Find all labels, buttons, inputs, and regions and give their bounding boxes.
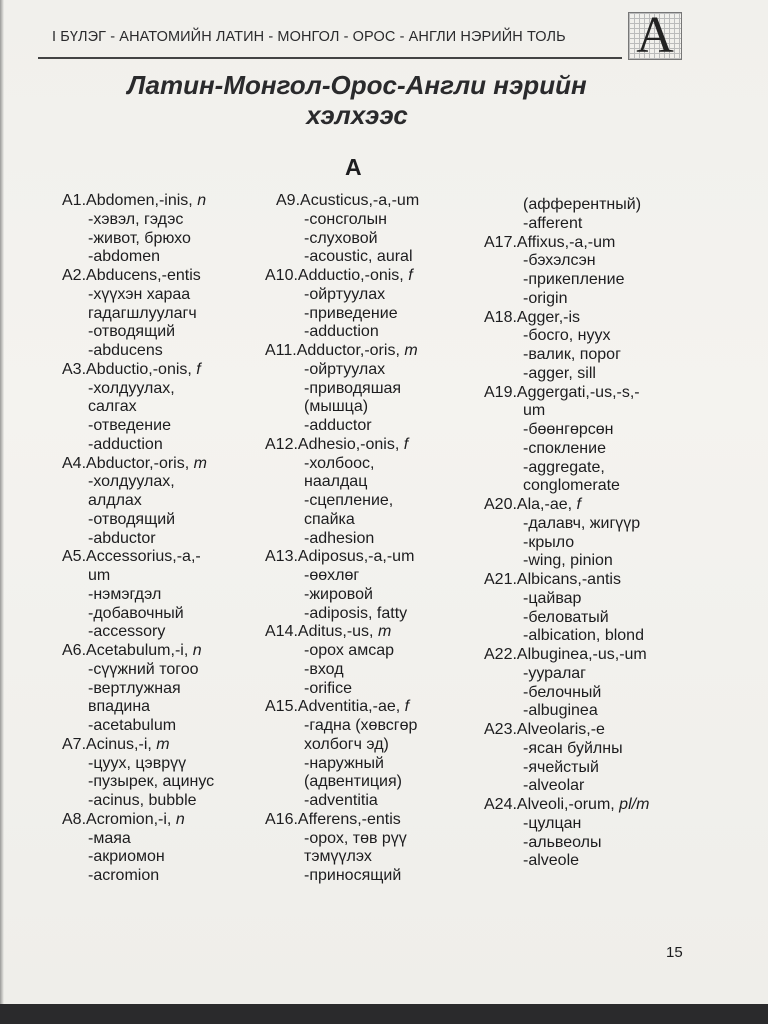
entry-translation: -наружный	[304, 754, 384, 772]
entries-column-1	[62, 192, 214, 886]
page-title-line-2: хэлхээс	[306, 100, 408, 130]
gender-label: m	[377, 623, 392, 641]
gender-label: n	[175, 810, 185, 828]
headword-text: A18.Agger,-is	[484, 308, 581, 326]
entry-translation: -albuginea	[523, 702, 598, 720]
headword-text: A22.Albuginea,-us,-um	[484, 646, 647, 663]
entry-translation: -ойртуулах	[304, 360, 386, 378]
entry-headword	[62, 642, 214, 661]
entry-headword	[484, 646, 649, 665]
entry-translation: -крыло	[523, 533, 575, 551]
entry-translation: -agger, sill	[523, 364, 596, 382]
headword-text: A17.Affixus,-a,-um	[484, 233, 616, 251]
entry-headword	[484, 571, 649, 590]
chapter-letter-logo: A	[628, 12, 682, 60]
entry-translation: -origin	[523, 289, 568, 307]
entry-translation: наалдац	[304, 473, 368, 491]
headword-text: A13.Adiposus,-a,-um	[265, 548, 415, 566]
entry-translation: -далавч, жигүүр	[523, 514, 641, 532]
entry-translation: холбогч эд)	[304, 735, 389, 753]
entry-translation: тэмүүлэх	[304, 848, 372, 866]
entry-translation: -wing, pinion	[523, 552, 613, 570]
entry-translation: -abductor	[88, 529, 156, 547]
headword-text: A6.Acetabulum,-i,	[62, 642, 193, 659]
entry-headword	[265, 192, 419, 211]
entry-translation: -альвеолы	[523, 833, 602, 851]
headword-text: A7.Acinus,-i,	[62, 735, 157, 753]
section-letter: A	[345, 154, 362, 180]
entry-translation: -хүүхэн хараа	[88, 285, 191, 303]
entry-headword	[265, 548, 419, 567]
entry-translation: -ячейстый	[523, 758, 599, 776]
entry-translation: -гадна (хөвсгөр	[304, 717, 418, 734]
entry-translation: -холбоос,	[304, 454, 375, 472]
entry-translation: -abdomen	[88, 248, 161, 266]
headword-text: A8.Acromion,-i,	[62, 810, 176, 828]
entry-translation: -вход	[304, 660, 344, 678]
entry-translation: -приносящий	[304, 867, 402, 884]
entry-translation: -adiposis, fatty	[304, 604, 408, 622]
entry-headword	[265, 811, 419, 830]
headword-text: A16.Afferens,-entis	[265, 810, 401, 828]
header-rule	[38, 57, 622, 59]
entry-headword	[484, 496, 649, 515]
entry-translation: -живот, брюхо	[88, 229, 191, 247]
entry-headword	[62, 267, 214, 286]
entry-translation: впадина	[88, 698, 151, 716]
headword-text: A15.Adventitia,-ae,	[265, 698, 405, 716]
page-bottom-shadow	[0, 1004, 768, 1024]
headword-text: A4.Abductor,-oris,	[62, 454, 194, 472]
headword-text: A21.Albicans,-antis	[484, 571, 621, 588]
entry-headword	[62, 192, 214, 211]
entry-translation: -беловатый	[523, 608, 609, 626]
entry-translation: -orifice	[304, 679, 353, 697]
entry-translation: -акриомон	[88, 848, 165, 866]
entry-translation: -adventitia	[304, 792, 378, 809]
headword-text: A11.Adductor,-oris,	[265, 342, 405, 359]
entry-translation: -adductor	[304, 417, 372, 434]
entry-translation: -alveolar	[523, 777, 585, 795]
entry-translation: -acetabulum	[88, 717, 177, 734]
headword-text: A9.Acusticus,-a,-um	[276, 192, 420, 209]
headword-text: A14.Aditus,-us,	[265, 623, 378, 641]
headword-text: A20.Ala,-ae,	[484, 496, 577, 513]
entry-translation: -acinus, bubble	[88, 792, 197, 809]
entry-translation: -сцепление,	[304, 492, 394, 509]
entry-headword	[484, 384, 649, 403]
entry-translation: -пузырек, ацинус	[88, 773, 215, 791]
gender-label: f	[408, 267, 413, 284]
entry-headword	[265, 698, 419, 717]
entry-translation: -бөөнгөрсөн	[523, 421, 614, 438]
page-edge-shadow	[0, 0, 4, 1004]
entry-headword	[62, 361, 214, 380]
entry-translation: -нэмэгдэл	[88, 585, 162, 603]
gender-label: f	[196, 360, 201, 378]
headword-text: A5.Accessorius,-a,-	[62, 548, 201, 566]
page-title-line-1: Латин-Монгол-Орос-Англи нэрийн	[127, 70, 587, 100]
entry-translation: -ойртуулах	[304, 285, 386, 303]
gender-label: pl/m	[619, 796, 650, 813]
entry-translation: -холдуулах,	[88, 473, 175, 491]
entry-translation: -цулцан	[523, 814, 582, 832]
entry-translation: -сонсголын	[304, 210, 387, 228]
gender-label: f	[403, 435, 409, 453]
entry-headword	[265, 436, 419, 455]
entry-translation: (адвентиция)	[304, 773, 402, 791]
gender-label: n	[197, 192, 207, 209]
entry-translation: гадагшлуулагч	[88, 304, 197, 322]
entry-translation: (мышца)	[304, 398, 369, 416]
entry-translation: -холдуулах,	[88, 379, 175, 397]
entry-translation: -abducens	[88, 342, 163, 359]
headword-text: A1.Abdomen,-inis,	[62, 192, 198, 209]
entry-translation: -aggregate,	[523, 458, 605, 476]
entry-translation: -ууралаг	[523, 664, 587, 682]
entry-translation: -добавочный	[88, 604, 184, 622]
headword-text: A10.Adductio,-onis,	[265, 267, 409, 284]
entry-translation: conglomerate	[523, 477, 620, 495]
entry-translation: -adduction	[304, 323, 379, 341]
entry-translation: -сүүжний тогоо	[88, 660, 199, 678]
headword-text: A24.Alveoli,-orum,	[484, 796, 620, 813]
entry-translation: -босго, нуух	[523, 327, 611, 345]
entry-translation: алдлах	[88, 492, 142, 509]
entry-translation: -хэвэл, гэдэс	[88, 210, 184, 228]
running-header: I БҮЛЭГ - АНАТОМИЙН ЛАТИН - МОНГОЛ - ОРОС - АНГЛИ НЭРИЙН ТОЛЬ	[52, 29, 566, 45]
entry-translation: -adduction	[88, 435, 163, 453]
entry-translation: -ясан буйлны	[523, 739, 623, 757]
entry-translation: um	[88, 567, 111, 584]
gender-label: m	[193, 454, 207, 472]
entry-translation: -acoustic, aural	[304, 248, 413, 266]
entry-headword	[484, 234, 649, 253]
entry-translation: (афферентный)	[523, 196, 642, 213]
headword-text: A2.Abducens,-entis	[62, 267, 201, 284]
entries-column-3	[484, 196, 649, 871]
entry-translation: -орох амсар	[304, 642, 394, 659]
entry-translation: -alveole	[523, 852, 580, 870]
entry-translation: -albication, blond	[523, 627, 644, 645]
entry-headword	[484, 309, 649, 328]
entry-translation: салгах	[88, 398, 137, 416]
entry-headword	[62, 548, 214, 567]
entry-headword	[265, 267, 419, 286]
entry-headword	[62, 736, 214, 755]
entry-translation: спайка	[304, 510, 355, 528]
entry-translation: -accessory	[88, 623, 166, 641]
entry-translation: -бэхэлсэн	[523, 252, 596, 270]
entries-column-2	[265, 192, 419, 886]
entry-translation: -adhesion	[304, 529, 375, 547]
entry-translation: -белочный	[523, 683, 602, 701]
entry-translation: -маяа	[88, 829, 131, 847]
headword-text: A23.Alveolaris,-e	[484, 721, 605, 738]
entry-translation: -отводящий	[88, 323, 176, 341]
gender-label: m	[156, 735, 170, 753]
entry-translation: -приводяшая	[304, 379, 402, 397]
gender-label: m	[404, 342, 418, 359]
entry-translation: -орох, төв рүү	[304, 829, 407, 847]
entry-translation: -acromion	[88, 867, 160, 884]
entry-headword	[62, 455, 214, 474]
entry-translation: -отведение	[88, 417, 171, 434]
entry-translation: -прикепление	[523, 271, 625, 288]
gender-label: f	[404, 698, 410, 716]
gender-label: f	[576, 496, 581, 513]
entry-translation: -спокление	[523, 439, 606, 457]
entry-translation: -afferent	[523, 214, 583, 232]
entry-translation: -вертлужная	[88, 679, 181, 697]
entry-headword	[484, 796, 649, 815]
entry-translation: -слуховой	[304, 229, 378, 247]
headword-text: A19.Aggergati,-us,-s,-	[484, 383, 640, 401]
entry-translation: -приведение	[304, 304, 398, 322]
entry-translation: -өөхлөг	[304, 567, 360, 584]
entry-headword	[265, 623, 419, 642]
page-number: 15	[666, 944, 683, 961]
entry-translation: -жировой	[304, 585, 373, 603]
entry-translation: -цайвар	[523, 589, 582, 607]
headword-text: A12.Adhesio,-onis,	[265, 435, 404, 453]
entry-translation: -отводящий	[88, 510, 176, 528]
headword-text: A3.Abductio,-onis,	[62, 360, 197, 378]
entry-headword	[62, 811, 214, 830]
entry-translation: -валик, порог	[523, 346, 621, 363]
gender-label: n	[192, 642, 202, 659]
entry-headword	[265, 342, 419, 361]
entry-translation: um	[523, 402, 546, 420]
entry-headword	[484, 721, 649, 740]
entry-translation: -цуух, цэврүү	[88, 754, 187, 772]
